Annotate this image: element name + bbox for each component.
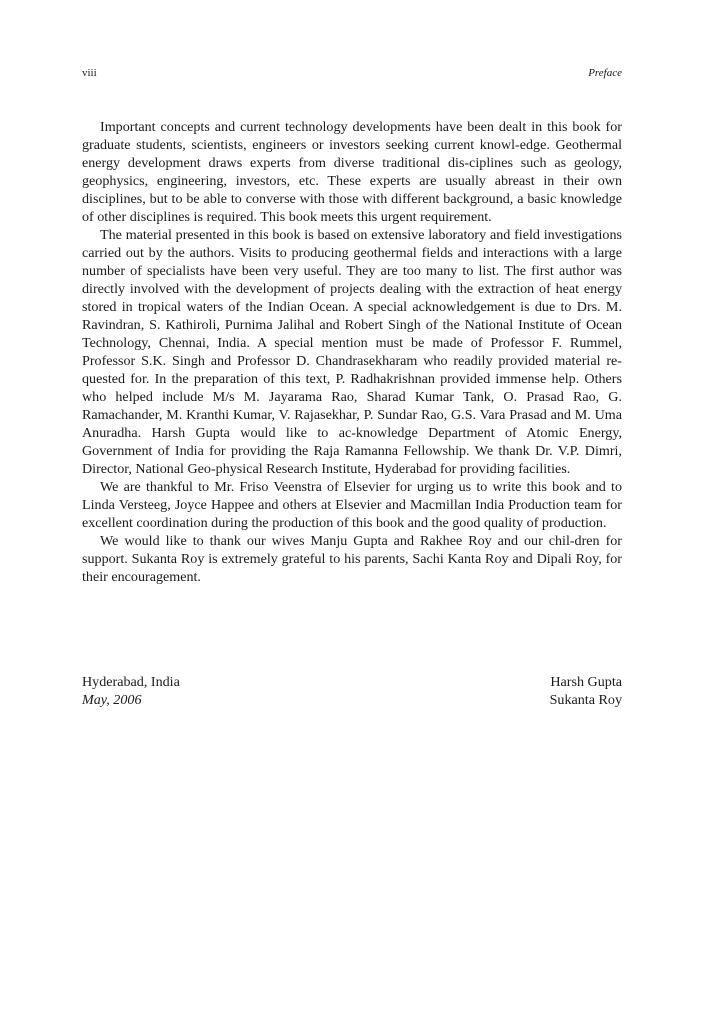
author-name: Harsh Gupta: [550, 674, 622, 690]
signoff-authors: [550, 673, 622, 709]
page-number: viii: [82, 67, 97, 79]
book-page: [82, 0, 622, 1024]
running-title: Preface: [588, 67, 622, 79]
paragraph-acknowledgements: The material presented in this book is based on extensive laboratory and field investigations carried out by the authors. Visits to producing geothermal fields and interactions with a large number of specialists have been very useful. They are too many to list. The first author was directly involved with the development of projects dealing with the extraction of heat energy stored in tropical waters of the Indian Ocean. A special acknowledgement is due to Drs. M. Ravindran, S. Kathiroli, Purnima Jalihal and Robert Singh of the National Institute of Ocean Technology, Chennai, India. A special mention must be made of Professor F. Rummel, Professor S.K. Singh and Professor D. Chandrasekharam who readily provided material re-quested for. In the preparation of this text, P. Radhakrishnan provided immense help. Others who helped include M/s M. Jayarama Rao, Sharad Kumar Tank, O. Prasad Rao, G. Ramachander, M. Kranthi Kumar, V. Rajasekhar, P. Sundar Rao, G.S. Vara Prasad and M. Uma Anuradha. Harsh Gupta would like to ac-knowledge Department of Atomic Energy, Government of India for providing the Raja Ramanna Fellowship. We thank Dr. V.P. Dimri, Director, National Geo-physical Research Institute, Hyderabad for providing facilities.: [82, 227, 622, 477]
paragraph-intended-audience: Important concepts and current technology developments have been dealt in this book for graduate students, scientists, engineers or investors seeking current knowl-edge. Geothermal energy development draws experts from diverse traditional dis-ciplines such as geology, geophysics, engineering, investors, etc. These experts are usually abreast in their own disciplines, but to be able to converse with those with different background, a basic knowledge of other disciplines is required. This book meets this urgent requirement.: [82, 119, 622, 225]
paragraph-publisher-thanks: We are thankful to Mr. Friso Veenstra of Elsevier for urging us to write this book and to Linda Versteeg, Joyce Happee and others at Elsevier and Macmillan India Production team for excellent coordination during the production of this book and the good quality of production.: [82, 479, 622, 531]
paragraph-family-thanks: We would like to thank our wives Manju Gupta and Rakhee Roy and our chil-dren for support. Sukanta Roy is extremely grateful to his parents, Sachi Kanta Roy and Dipali Roy, for their encouragement.: [82, 533, 622, 585]
preface-body: [82, 118, 622, 586]
signoff-place: Hyderabad, India: [82, 674, 180, 690]
signoff-date: May, 2006: [82, 692, 142, 708]
author-name: Sukanta Roy: [549, 692, 622, 708]
signoff-place-date: [82, 673, 180, 709]
